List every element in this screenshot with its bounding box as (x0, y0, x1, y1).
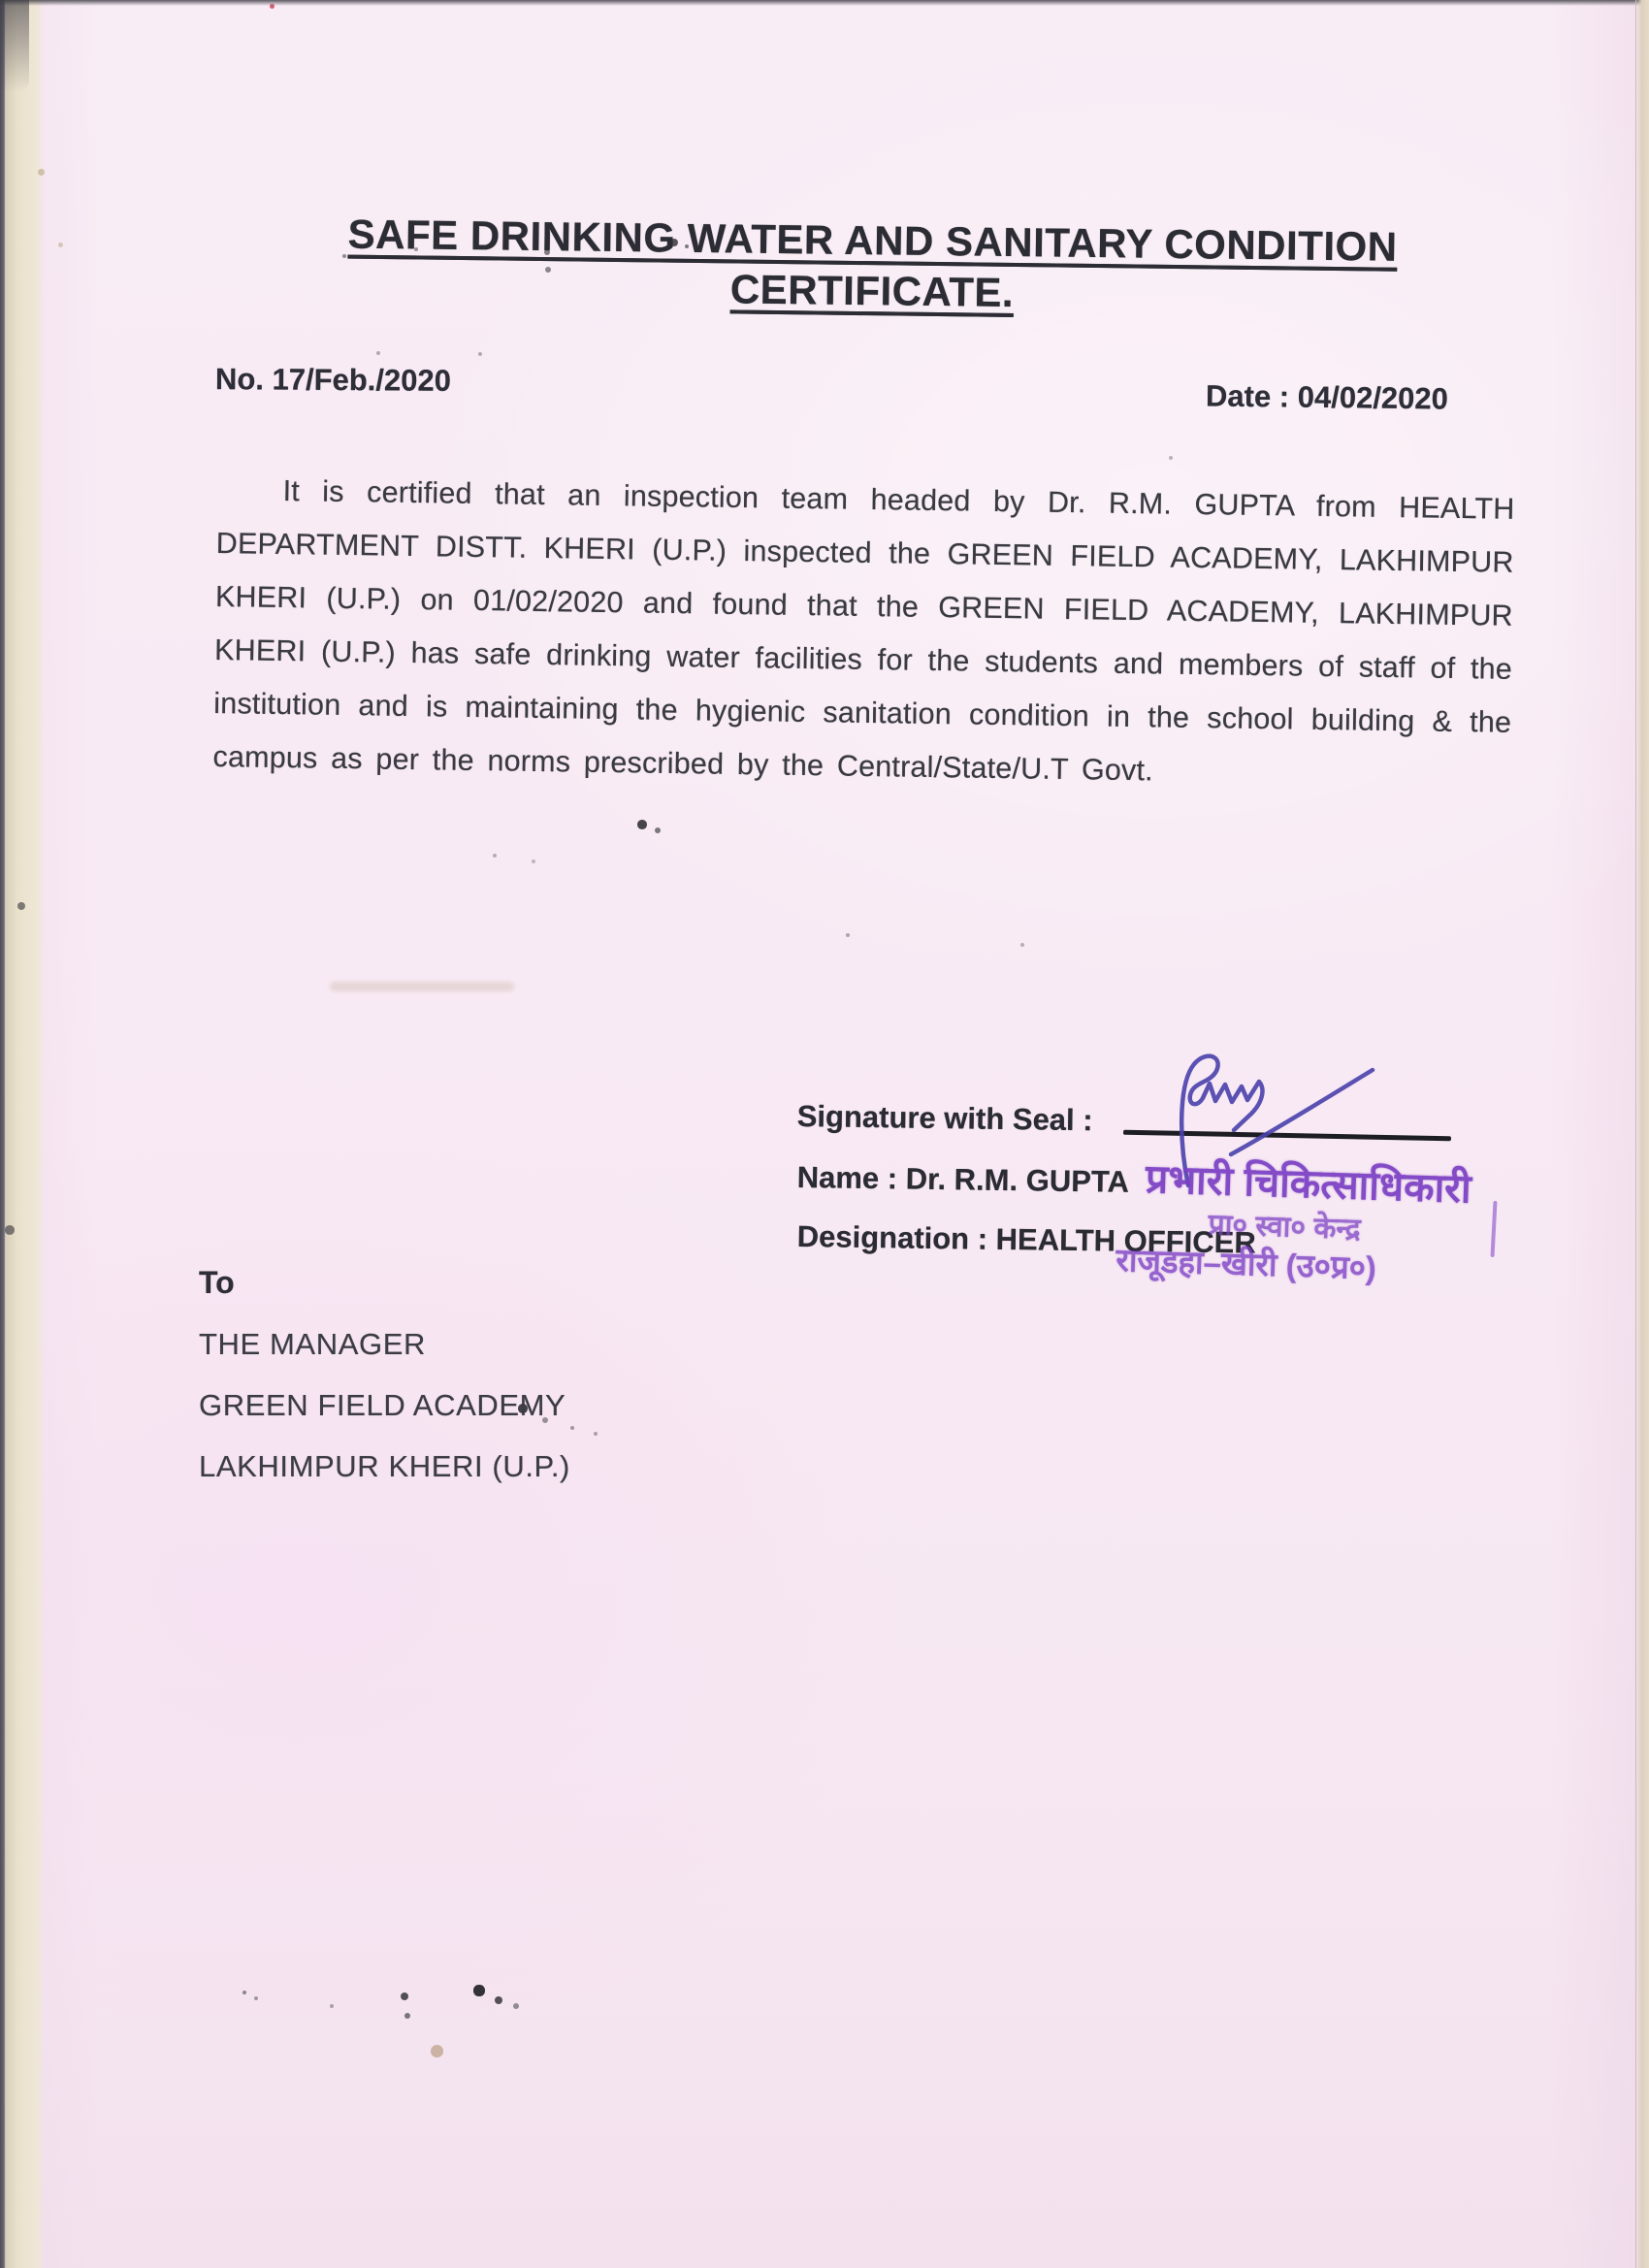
recipient-address-block (199, 1251, 570, 1497)
recipient-line2: GREEN FIELD ACADEMY (199, 1388, 566, 1422)
stamp-line1: प्रभारी चिकित्साधिकारी (1145, 1155, 1472, 1212)
certificate-title-line1: SAFE DRINKING WATER AND SANITARY CONDITION (347, 211, 1398, 270)
recipient-line1: THE MANAGER (199, 1327, 426, 1361)
reference-number: No. 17/Feb./2020 (214, 362, 452, 398)
stamp-line2: प्रा० स्वा० केन्द्र (1208, 1209, 1362, 1246)
stamp-line3: राजूडहा–खीरी (उ०प्र०) (1115, 1242, 1377, 1286)
signature-with-seal-label: Signature with Seal : (796, 1099, 1093, 1138)
officer-name: Name : Dr. R.M. GUPTA (796, 1160, 1130, 1199)
recipient-salutation: To (199, 1265, 235, 1300)
underlying-page-edge (6, 0, 45, 2268)
certificate-date: Date : 04/02/2020 (1205, 378, 1449, 416)
officer-designation: Designation : HEALTH OFFICER (796, 1219, 1256, 1260)
certificate-title (222, 208, 1523, 324)
rubber-stamp (1115, 1150, 1535, 1286)
certificate-body-paragraph: It is certified that an inspection team headed by Dr. R.M. GUPTA from HEALTH DEPARTMENT DISTT. KHERI (U.P.) inspected the GREEN FIELD ACADEMY, LAKHIMPUR KHERI (U.P.) on 01/02/2020 and found that the GREEN FIELD ACADEMY, LAKHIMPUR KHERI (U.P.) has safe drinking water facilities for the students and members of staff of the institution and is maintaining the hygienic sanitation condition in the school building & the campus as per the norms prescribed by the Central/State/U.T Govt. (212, 474, 1515, 788)
scan-corner-blot (0, 0, 29, 92)
paper-smudge (330, 982, 514, 991)
certificate-title-line2: CERTIFICATE. (729, 266, 1015, 315)
paper-stains (0, 0, 5, 5)
recipient-line3: LAKHIMPUR KHERI (U.P.) (199, 1449, 570, 1483)
scan-right-edge (1635, 0, 1649, 2268)
scan-top-edge (0, 0, 1649, 6)
